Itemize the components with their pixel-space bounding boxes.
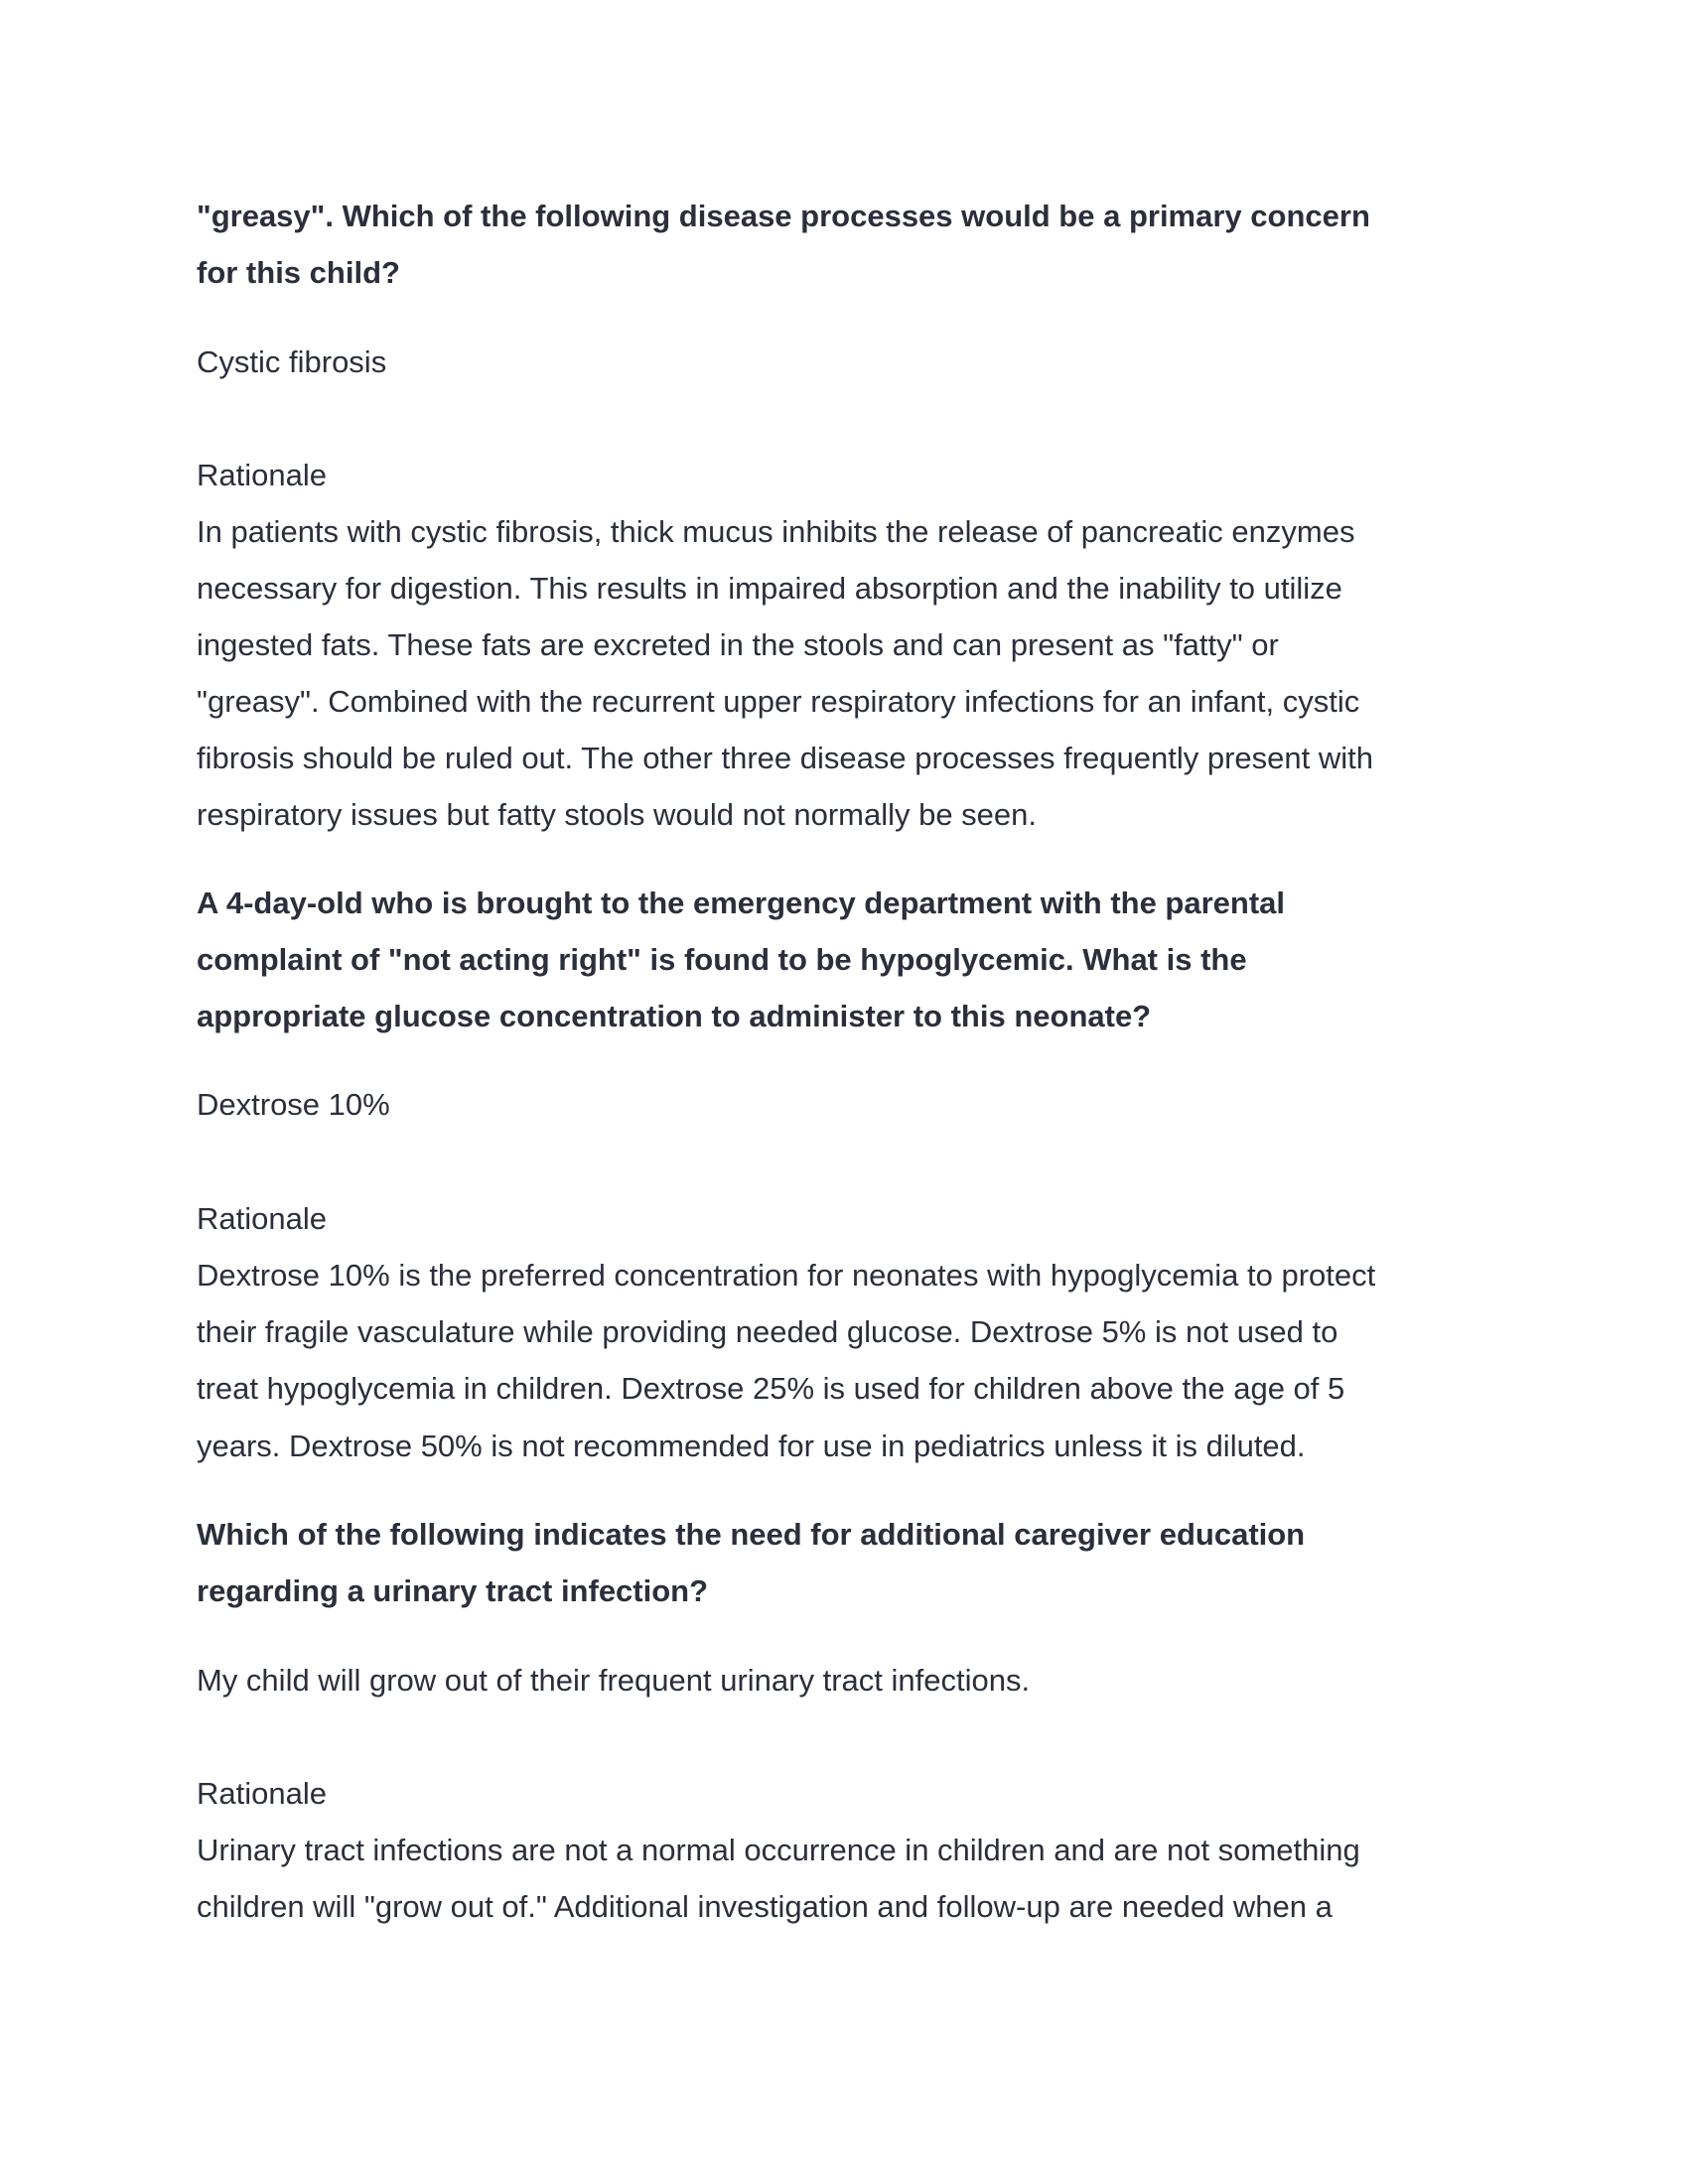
rationale-text: treat hypoglycemia in children. Dextrose 25% is used for children above the age of 5 bbox=[197, 1371, 1345, 1406]
question-text: complaint of "not acting right" is found to be hypoglycemic. What is the bbox=[197, 942, 1247, 977]
rationale-text: Dextrose 10% is the preferred concentration for neonates with hypoglycemia to protect bbox=[197, 1258, 1376, 1293]
answer-text: My child will grow out of their frequent urinary tract infections. bbox=[197, 1663, 1031, 1698]
rationale-text: "greasy". Combined with the recurrent upper respiratory infections for an infant, cystic bbox=[197, 684, 1360, 719]
rationale-text: children will "grow out of." Additional investigation and follow-up are needed when a bbox=[197, 1889, 1333, 1924]
rationale-text: their fragile vasculature while providing needed glucose. Dextrose 5% is not used to bbox=[197, 1314, 1338, 1349]
rationale-label: Rationale bbox=[197, 458, 327, 492]
rationale-text: ingested fats. These fats are excreted in the stools and can present as "fatty" or bbox=[197, 627, 1279, 662]
rationale-text: fibrosis should be ruled out. The other three disease processes frequently present with bbox=[197, 741, 1373, 775]
question-text: "greasy". Which of the following disease processes would be a primary concern bbox=[197, 199, 1370, 233]
rationale-text: Urinary tract infections are not a normal occurrence in children and are not something bbox=[197, 1833, 1360, 1867]
question-text: Which of the following indicates the need for additional caregiver education bbox=[197, 1517, 1306, 1552]
rationale-label: Rationale bbox=[197, 1201, 327, 1236]
question-text: appropriate glucose concentration to administer to this neonate? bbox=[197, 999, 1152, 1033]
question-text: A 4-day-old who is brought to the emergency department with the parental bbox=[197, 886, 1286, 920]
rationale-text: years. Dextrose 50% is not recommended for use in pediatrics unless it is diluted. bbox=[197, 1429, 1306, 1463]
rationale-text: respiratory issues but fatty stools would not normally be seen. bbox=[197, 797, 1038, 832]
rationale-text: necessary for digestion. This results in impaired absorption and the inability to utilize bbox=[197, 571, 1342, 606]
rationale-label: Rationale bbox=[197, 1776, 327, 1811]
question-text: regarding a urinary tract infection? bbox=[197, 1573, 709, 1608]
rationale-text: In patients with cystic fibrosis, thick mucus inhibits the release of pancreatic enzymes bbox=[197, 514, 1355, 549]
answer-text: Dextrose 10% bbox=[197, 1087, 390, 1122]
question-text: for this child? bbox=[197, 255, 400, 290]
answer-text: Cystic fibrosis bbox=[197, 344, 387, 379]
